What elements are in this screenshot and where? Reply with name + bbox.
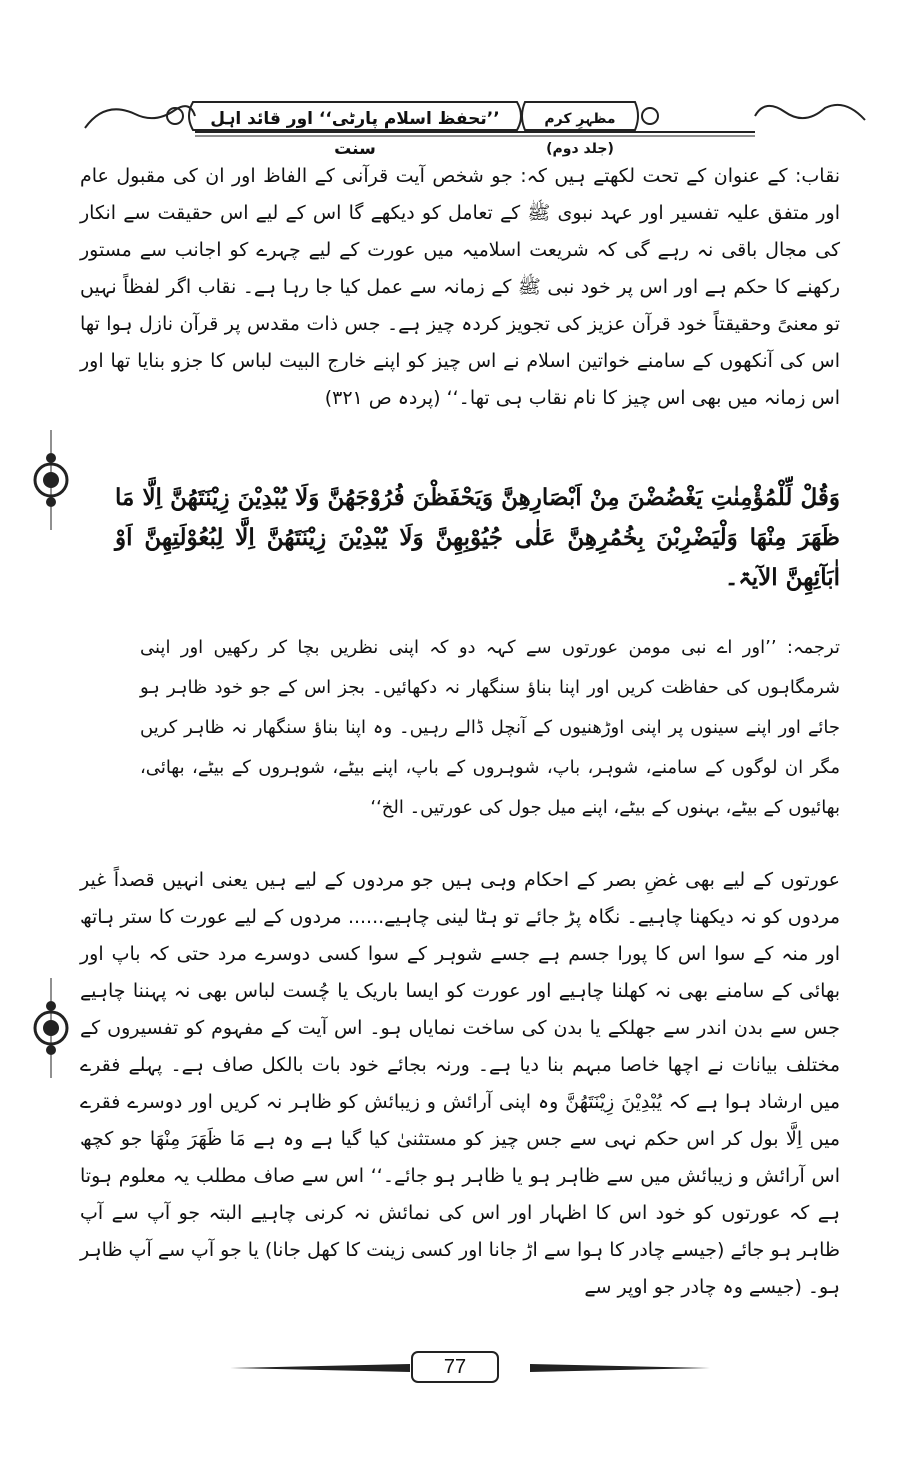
book-title: مظہرِ کرم (جلد دوم) xyxy=(544,111,616,157)
running-title: ’’تحفظ اسلام پارٹی‘‘ اور قائد اہل سنت xyxy=(210,109,500,159)
main-paragraph-block xyxy=(80,862,840,1306)
main-paragraph: عورتوں کے لیے بھی غضِ بصر کے احکام وہی ہیں جو مردوں کے لیے ہیں یعنی انہیں قصداً غیر مردوں کو نہ دیکھنا چاہیے۔ نگاہ پڑ جائے تو ہٹا لینی چاہیے...... مردوں کے لیے عورت کا ستر ہاتھ اور منہ کے سوا اس کا پورا جسم ہے جسے شوہر کے سوا کسی دوسرے مرد حتی کہ باپ اور بھائی کے سامنے بھی نہ کھلنا چاہیے اور عورت کو ایسا باریک یا چُست لباس بھی نہ پہننا چاہیے جس سے بدن اندر سے جھلکے یا بدن کی ساخت نمایاں ہو۔ اس آیت کے مفہوم کو تفسیروں کے مختلف بیانات نے اچھا خاصا مبہم بنا دیا ہے۔ ورنہ بجائے خود بات بالکل صاف ہے۔ پہلے فقرے میں ارشاد ہوا ہے کہ یُبْدِیْنَ زِیْنَتَهُنَّ وہ اپنی آرائش و زیبائش کو ظاہر نہ کریں اور دوسرے فقرے میں اِلَّا بول کر اس حکم نہی سے جس چیز کو مستثنیٰ کیا گیا ہے وہ ہے مَا ظَهَرَ مِنْهَا جو کچھ اس آرائش و زیبائش میں سے ظاہر ہو یا ظاہر ہو جائے۔‘‘ اس سے صاف مطلب یہ معلوم ہوتا ہے کہ عورتوں کو خود اس کا اظہار اور اس کی نمائش نہ کرنی چاہیے البتہ جو آپ سے آپ ظاہر ہو جائے (جیسے چادر کا ہوا سے اڑ جانا اور کسی زینت کا کھل جانا) یا جو آپ سے آپ ظاہر ہو۔ (جیسے وہ چادر جو اوپر سے xyxy=(80,869,840,1298)
ayah-block xyxy=(115,478,840,598)
ayah-text: وَقُلْ لِّلْمُؤْمِنٰتِ یَغْضُضْنَ مِنْ اَبْصَارِهِنَّ وَیَحْفَظْنَ فُرُوْجَهُنَّ وَلَا یُبْدِیْنَ زِیْنَتَهُنَّ اِلَّا مَا ظَهَرَ مِنْهَا وَلْیَضْرِبْنَ بِخُمُرِهِنَّ عَلٰی جُیُوْبِهِنَّ وَلَا یُبْدِیْنَ زِیْنَتَهُنَّ اِلَّا لِبُعُوْلَتِهِنَّ اَوْ اٰبَآئِهِنَّ الآیۃ۔ xyxy=(115,484,840,591)
page-number: 77 xyxy=(443,1356,467,1378)
translation-block xyxy=(140,628,840,828)
intro-paragraph-block xyxy=(80,158,840,417)
side-ornament-icon xyxy=(30,430,72,530)
intro-paragraph: نقاب: کے عنوان کے تحت لکھتے ہیں کہ: جو شخص آیت قرآنی کے الفاظ اور ان کی مقبول عام اور متفق علیہ تفسیر اور عہد نبوی ﷺ کے تعامل کو دیکھے گا اس کے لیے اس حقیقت سے انکار کی مجال باقی نہ رہے گی کہ شریعت اسلامیہ میں عورت کے لیے چہرے کو اجانب سے مستور رکھنے کا حکم ہے اور اس پر خود نبی ﷺ کے زمانہ سے عمل کیا جا رہا ہے۔ نقاب اگر لفظاً نہیں تو معنیً وحقیقتاً خود قرآن عزیز کی تجویز کردہ چیز ہے۔ جس ذات مقدس پر قرآن نازل ہوا تھا اس کی آنکھوں کے سامنے خواتین اسلام نے اس چیز کو اپنے خارج البیت لباس کا جزو بنایا تھا اور اس زمانہ میں بھی اس چیز کا نام نقاب ہی تھا۔‘‘ (پردہ ص ۳۲۱) xyxy=(80,165,840,409)
side-ornament-icon xyxy=(30,978,72,1078)
translation-text: ترجمہ: ’’اور اے نبی مومن عورتوں سے کہہ دو کہ اپنی نظریں بچا کر رکھیں اور اپنی شرمگاہوں کی حفاظت کریں اور اپنا بناؤ سنگھار نہ دکھائیں۔ بجز اس کے جو خود ظاہر ہو جائے اور اپنے سینوں پر اپنی اوڑھنیوں کے آنچل ڈالے رہیں۔ وہ اپنا بناؤ سنگھار نہ ظاہر کریں مگر ان لوگوں کے سامنے، شوہر، باپ، شوہروں کے باپ، اپنے بیٹے، شوہروں کے بیٹے، بھائی، بھائیوں کے بیٹے، بہنوں کے بیٹے، اپنے میل جول کی عورتیں۔ الخ‘‘ xyxy=(140,637,840,818)
